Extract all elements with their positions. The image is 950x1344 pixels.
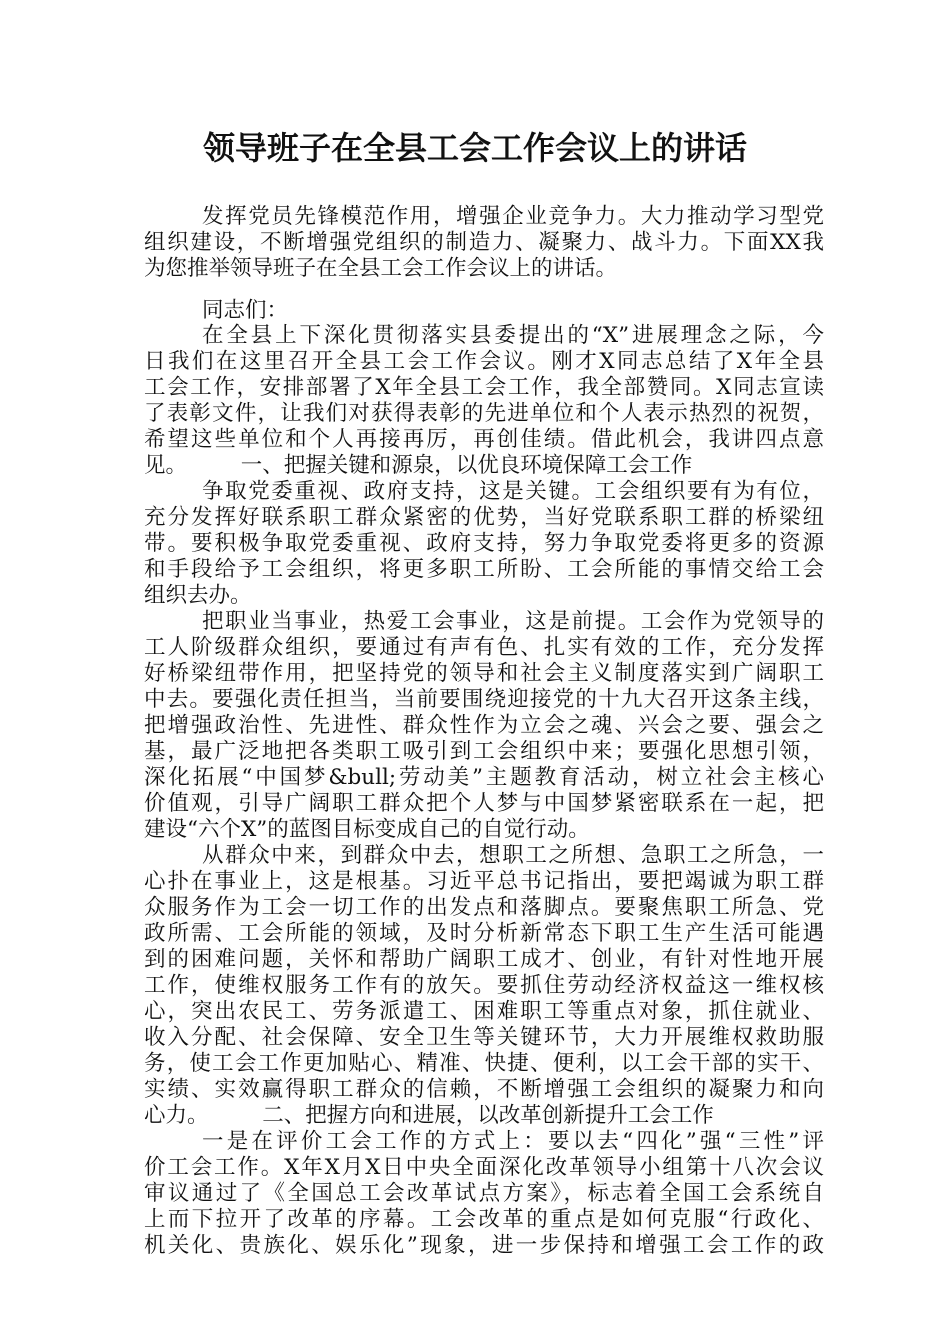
text-line: 希望这些单位和个人再接再厉，再创佳绩。借此机会，我讲四点意 bbox=[144, 427, 824, 452]
text-line: 中去。要强化责任担当，当前要围绕迎接党的十九大召开这条主线， bbox=[144, 687, 824, 712]
text-line: 深化拓展“中国梦&bull;劳动美”主题教育活动，树立社会主核心 bbox=[144, 765, 824, 790]
text-line: 工作，使维权服务工作有的放矢。要抓住劳动经济权益这一维权核 bbox=[144, 973, 824, 998]
text-line: 政所需、工会所能的领域，及时分析新常态下职工生产生活可能遇 bbox=[144, 921, 824, 946]
text-line: 把职业当事业，热爱工会事业，这是前提。工会作为党领导的 bbox=[202, 609, 824, 634]
text-line: 众服务作为工会一切工作的出发点和落脚点。要聚焦职工所急、党 bbox=[144, 895, 824, 920]
document-title: 领导班子在全县工会工作会议上的讲话 bbox=[202, 129, 747, 167]
text-line: 从群众中来，到群众中去，想职工之所想、急职工之所急，一 bbox=[202, 843, 824, 868]
text-line: 审议通过了《全国总工会改革试点方案》，标志着全国工会系统自 bbox=[144, 1181, 824, 1206]
text-line: 务，使工会工作更加贴心、精准、快捷、便利，以工会干部的实干、 bbox=[144, 1051, 824, 1076]
text-line: 心，突出农民工、劳务派遣工、困难职工等重点对象，抓住就业、 bbox=[144, 999, 824, 1024]
text-line: 机关化、贵族化、娱乐化”现象，进一步保持和增强工会工作的政 bbox=[144, 1233, 824, 1258]
text-line: 收入分配、社会保障、安全卫生等关键环节，大力开展维权救助服 bbox=[144, 1025, 824, 1050]
text-line: 和手段给予工会组织，将更多职工所盼、工会所能的事情交给工会 bbox=[144, 557, 824, 582]
text-line: 建设“六个X”的蓝图目标变成自己的自觉行动。 bbox=[144, 817, 590, 842]
text-line: 到的困难问题，关怀和帮助广阔职工成才、创业，有针对性地开展 bbox=[144, 947, 824, 972]
text-line: 基，最广泛地把各类职工吸引到工会组织中来；要强化思想引领， bbox=[144, 739, 824, 764]
text-line: 组织建设，不断增强党组织的制造力、凝聚力、战斗力。下面XX我 bbox=[144, 230, 824, 255]
text-line: 为您推举领导班子在全县工会工作会议上的讲话。 bbox=[144, 256, 618, 281]
text-line: 争取党委重视、政府支持，这是关键。工会组织要有为有位， bbox=[202, 479, 824, 504]
text-line: 组织去办。 bbox=[144, 583, 252, 608]
text-line: 发挥党员先锋模范作用，增强企业竞争力。大力推动学习型党 bbox=[202, 204, 824, 229]
text-line: 价工会工作。X年X月X日中央全面深化改革领导小组第十八次会议 bbox=[144, 1155, 824, 1180]
section-heading-1: 见。 一、把握关键和源泉，以优良环境保障工会工作 bbox=[144, 453, 693, 478]
text-line: 充分发挥好联系职工群众紧密的优势，当好党联系职工群的桥梁纽 bbox=[144, 505, 824, 530]
text-line: 实绩、实效赢得职工群众的信赖，不断增强工会组织的凝聚力和向 bbox=[144, 1077, 824, 1102]
text-line: 把增强政治性、先进性、群众性作为立会之魂、兴会之要、强会之 bbox=[144, 713, 824, 738]
text-line: 一是在评价工会工作的方式上：要以去“四化”强“三性”评 bbox=[202, 1129, 824, 1154]
text-line: 工人阶级群众组织，要通过有声有色、扎实有效的工作，充分发挥 bbox=[144, 635, 824, 660]
text-line: 心扑在事业上，这是根基。习近平总书记指出，要把竭诚为职工群 bbox=[144, 869, 824, 894]
text-line: 上而下拉开了改革的序幕。工会改革的重点是如何克服“行政化、 bbox=[144, 1207, 824, 1232]
salutation: 同志们： bbox=[202, 298, 289, 323]
text-line: 了表彰文件，让我们对获得表彰的先进单位和个人表示热烈的祝贺， bbox=[144, 401, 824, 426]
text-line: 日我们在这里召开全县工会工作会议。刚才X同志总结了X年全县 bbox=[144, 349, 824, 374]
text-line: 在全县上下深化贯彻落实县委提出的“X”进展理念之际，今 bbox=[202, 323, 824, 348]
text-line: 好桥梁纽带作用，把坚持党的领导和社会主义制度落实到广阔职工 bbox=[144, 661, 824, 686]
text-line: 带。要积极争取党委重视、政府支持，努力争取党委将更多的资源 bbox=[144, 531, 824, 556]
section-heading-2: 心力。 二、把握方向和进展，以改革创新提升工会工作 bbox=[144, 1103, 714, 1128]
text-line: 工会工作，安排部署了X年全县工会工作，我全部赞同。X同志宣读 bbox=[144, 375, 824, 400]
text-line: 价值观，引导广阔职工群众把个人梦与中国梦紧密联系在一起，把 bbox=[144, 791, 824, 816]
